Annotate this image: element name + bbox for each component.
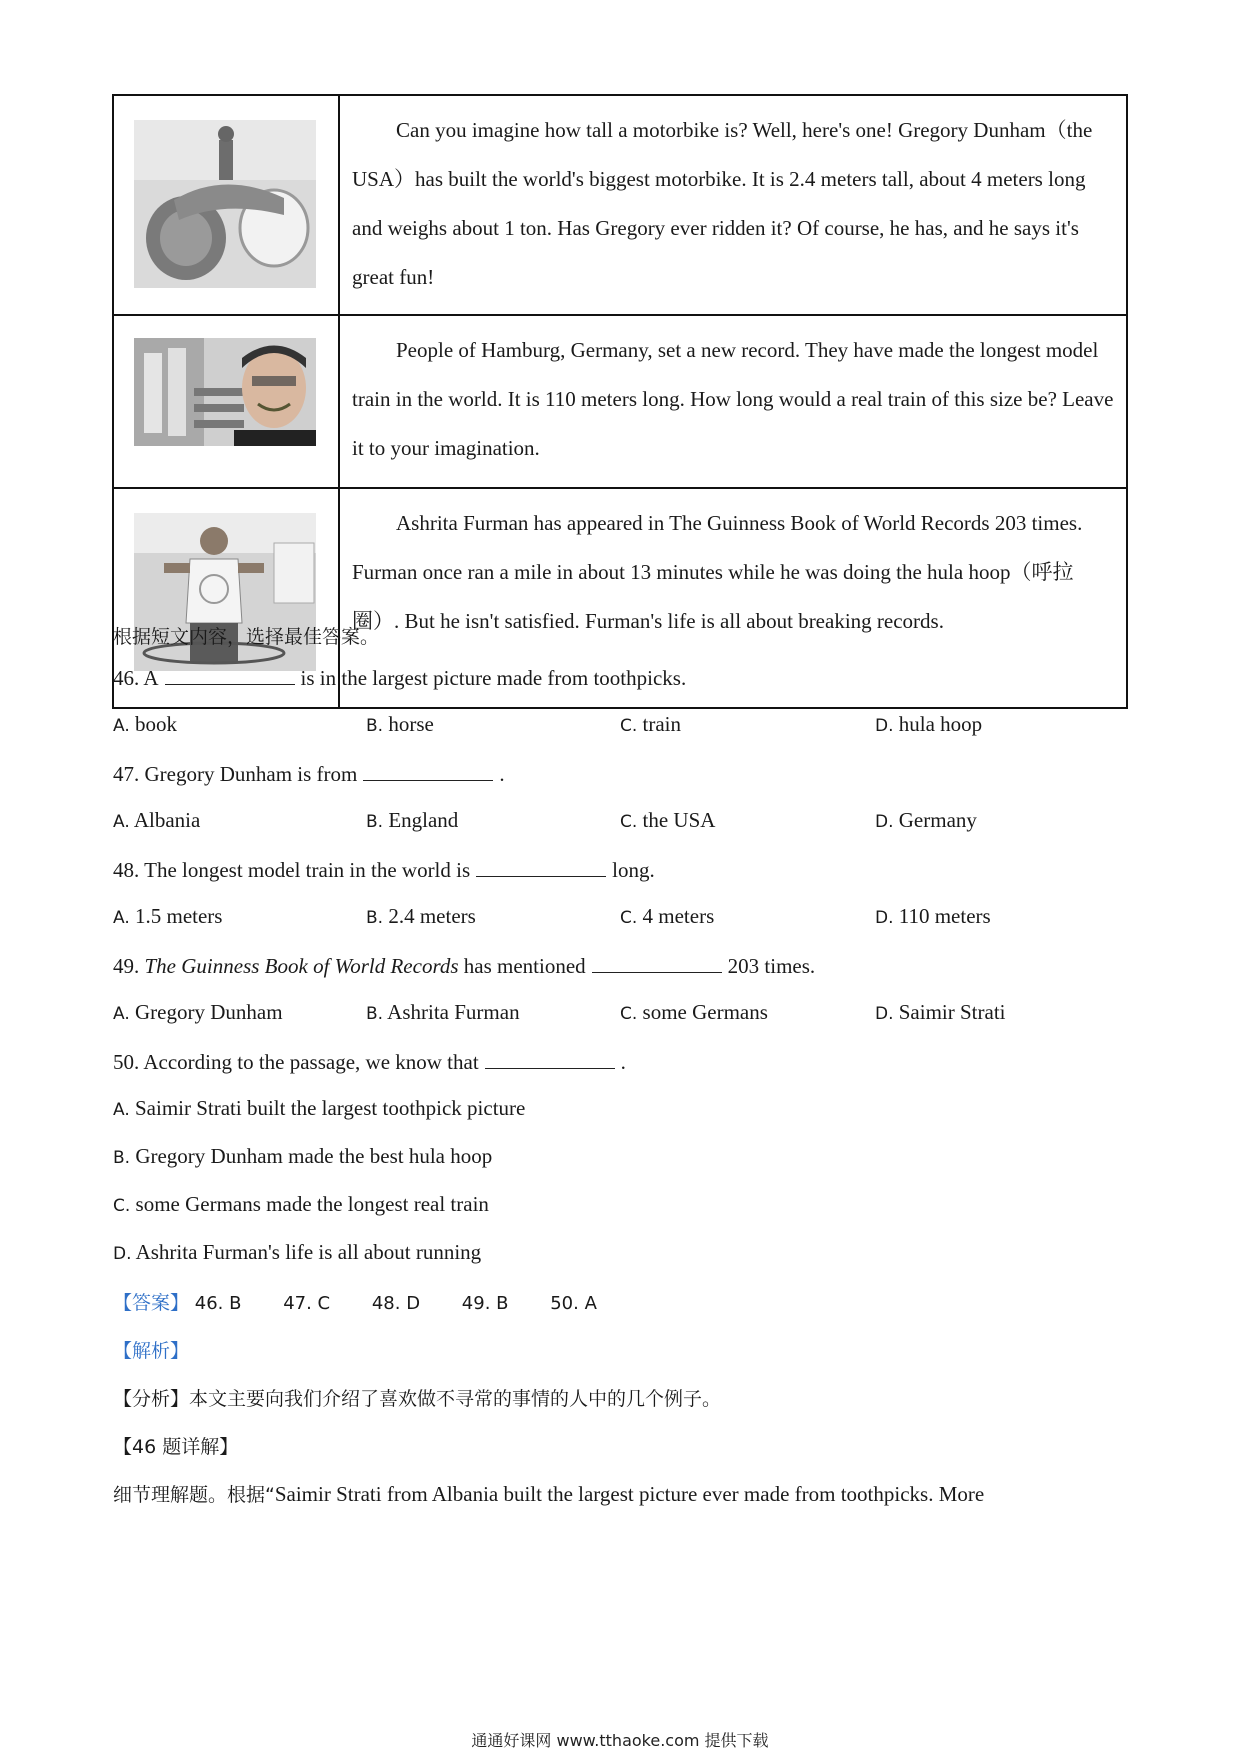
option-d[interactable] <box>875 1000 1006 1025</box>
option-letter: A. <box>113 908 130 928</box>
option-text: train <box>642 712 682 736</box>
option-letter: B. <box>366 812 384 832</box>
question-48 <box>113 856 655 883</box>
motorbike-photo <box>134 120 316 288</box>
answer-blank <box>165 664 295 685</box>
option-a[interactable] <box>113 808 200 833</box>
answer-label: 【答案】 <box>113 1292 190 1314</box>
option-d[interactable] <box>875 904 991 929</box>
option-letter: B. <box>366 908 384 928</box>
option-text: 110 meters <box>898 904 991 928</box>
option-b[interactable] <box>366 712 434 737</box>
passage-table <box>112 94 1128 709</box>
analysis-label: 【解析】 <box>113 1340 190 1362</box>
option-letter: A. <box>113 716 130 736</box>
option-letter: C. <box>620 1004 638 1024</box>
option-letter: D. <box>875 1004 894 1024</box>
option-text: Ashrita Furman's life is all about running <box>135 1240 482 1264</box>
option-a[interactable] <box>113 712 177 737</box>
option-b[interactable] <box>366 1000 520 1025</box>
detail-label: 【46 题详解】 <box>113 1436 239 1458</box>
option-letter: B. <box>113 1148 131 1168</box>
footer: 通通好课网 www.tthaoke.com 提供下载 <box>471 1731 769 1750</box>
option-text: some Germans <box>642 1000 768 1024</box>
instruction: 根据短文内容，选择最佳答案。 <box>113 626 380 648</box>
detail-text-cn: 细节理解题。根据“ <box>113 1484 275 1506</box>
question-stem-end: 203 times. <box>727 954 816 978</box>
option-letter: C. <box>620 908 638 928</box>
option-text: England <box>388 808 459 832</box>
question-number: 48. <box>113 858 140 882</box>
option-letter: A. <box>113 1004 130 1024</box>
passage-text-cell <box>339 315 1127 488</box>
option-text: Germany <box>898 808 977 832</box>
answer-item: 46. B <box>194 1293 242 1314</box>
option-b[interactable] <box>366 904 476 929</box>
question-number: 49. <box>113 954 140 978</box>
option-c[interactable] <box>113 1192 489 1217</box>
option-letter: C. <box>620 812 638 832</box>
image-cell <box>113 95 339 315</box>
option-text: the USA <box>642 808 716 832</box>
answer-item: 48. D <box>371 1293 421 1314</box>
image-cell <box>113 315 339 488</box>
question-stem-before: A <box>143 666 159 690</box>
option-text: 2.4 meters <box>388 904 476 928</box>
question-49 <box>113 952 815 979</box>
option-a[interactable] <box>113 904 222 929</box>
option-text: 1.5 meters <box>134 904 223 928</box>
option-letter: C. <box>113 1196 131 1216</box>
answer-blank <box>476 856 606 877</box>
option-c[interactable] <box>620 712 681 737</box>
option-c[interactable] <box>620 1000 768 1025</box>
question-50 <box>113 1048 626 1075</box>
question-stem-before: The longest model train in the world is <box>144 858 471 882</box>
question-stem-after: . <box>499 762 505 786</box>
option-text: Saimir Strati built the largest toothpick picture <box>134 1096 526 1120</box>
passage-row <box>113 315 1127 488</box>
option-text: some Germans made the longest real train <box>135 1192 489 1216</box>
option-b[interactable] <box>113 1144 492 1169</box>
option-letter: B. <box>366 1004 384 1024</box>
question-number: 47. <box>113 762 140 786</box>
answer-key <box>113 1288 633 1315</box>
detail-text <box>113 1480 984 1507</box>
option-letter: C. <box>620 716 638 736</box>
summary-text: 本文主要向我们介绍了喜欢做不寻常的事情的人中的几个例子。 <box>189 1388 722 1410</box>
passage-row <box>113 95 1127 315</box>
option-text: hula hoop <box>898 712 983 736</box>
answer-blank <box>592 952 722 973</box>
option-letter: D. <box>113 1244 132 1264</box>
option-text: Gregory Dunham made the best hula hoop <box>135 1144 493 1168</box>
option-letter: A. <box>113 812 130 832</box>
option-d[interactable] <box>875 712 982 737</box>
option-d[interactable] <box>875 808 977 833</box>
detail-text-en: Saimir Strati from Albania built the largest picture ever made from toothpicks. More <box>274 1482 985 1506</box>
question-46 <box>113 664 686 691</box>
passage-model-train: People of Hamburg, Germany, set a new record. They have made the longest model train in the world. It is 110 meters long. How long would a real train of this size be? Leave it to your imagination. <box>352 338 1114 460</box>
option-c[interactable] <box>620 808 715 833</box>
option-letter: D. <box>875 908 894 928</box>
option-letter: B. <box>366 716 384 736</box>
option-d[interactable] <box>113 1240 481 1265</box>
question-number: 46. <box>113 666 140 690</box>
option-letter: A. <box>113 1100 130 1120</box>
answer-item: 47. C <box>283 1293 331 1314</box>
option-a[interactable] <box>113 1000 283 1025</box>
option-text: Gregory Dunham <box>134 1000 283 1024</box>
question-stem-before: According to the passage, we know that <box>143 1050 479 1074</box>
option-letter: D. <box>875 716 894 736</box>
option-text: 4 meters <box>642 904 715 928</box>
option-letter: D. <box>875 812 894 832</box>
question-stem-after: is in the largest picture made from toothpicks. <box>300 666 687 690</box>
passage-motorbike: Can you imagine how tall a motorbike is? Well, here's one! Gregory Dunham（the USA）has built the world's biggest motorbike. It is 2.4 meters tall, about 4 meters long and weighs about 1 ton. Has Gregory ever ridden it? Of course, he has, and he says it's great fun! <box>352 118 1093 289</box>
option-text: book <box>134 712 177 736</box>
answer-blank <box>485 1048 615 1069</box>
option-text: Albania <box>133 808 201 832</box>
option-a[interactable] <box>113 1096 525 1121</box>
option-text: horse <box>388 712 434 736</box>
book-title: The Guinness Book of World Records <box>144 954 459 978</box>
question-47 <box>113 760 505 787</box>
passage-text-cell <box>339 95 1127 315</box>
option-text: Ashrita Furman <box>387 1000 520 1024</box>
question-stem-before: Gregory Dunham is from <box>144 762 358 786</box>
option-text: Saimir Strati <box>898 1000 1006 1024</box>
option-c[interactable] <box>620 904 714 929</box>
question-number: 50. <box>113 1050 140 1074</box>
question-stem-after: long. <box>612 858 655 882</box>
question-stem-after: . <box>620 1050 626 1074</box>
option-b[interactable] <box>366 808 458 833</box>
model-train-photo <box>134 338 316 446</box>
answer-item: 50. A <box>550 1293 597 1314</box>
passage-ashrita-furman: Ashrita Furman has appeared in The Guinness Book of World Records 203 times. Furman once ran a mile in about 13 minutes while he was doing the hula hoop（呼拉圈）. But he isn't satisfied. Furman's life is all about breaking records. <box>352 511 1083 633</box>
question-stem-after: has mentioned <box>463 954 586 978</box>
answer-item: 49. B <box>461 1293 509 1314</box>
summary-label: 【分析】 <box>113 1388 190 1410</box>
summary <box>113 1384 721 1411</box>
answer-blank <box>363 760 493 781</box>
